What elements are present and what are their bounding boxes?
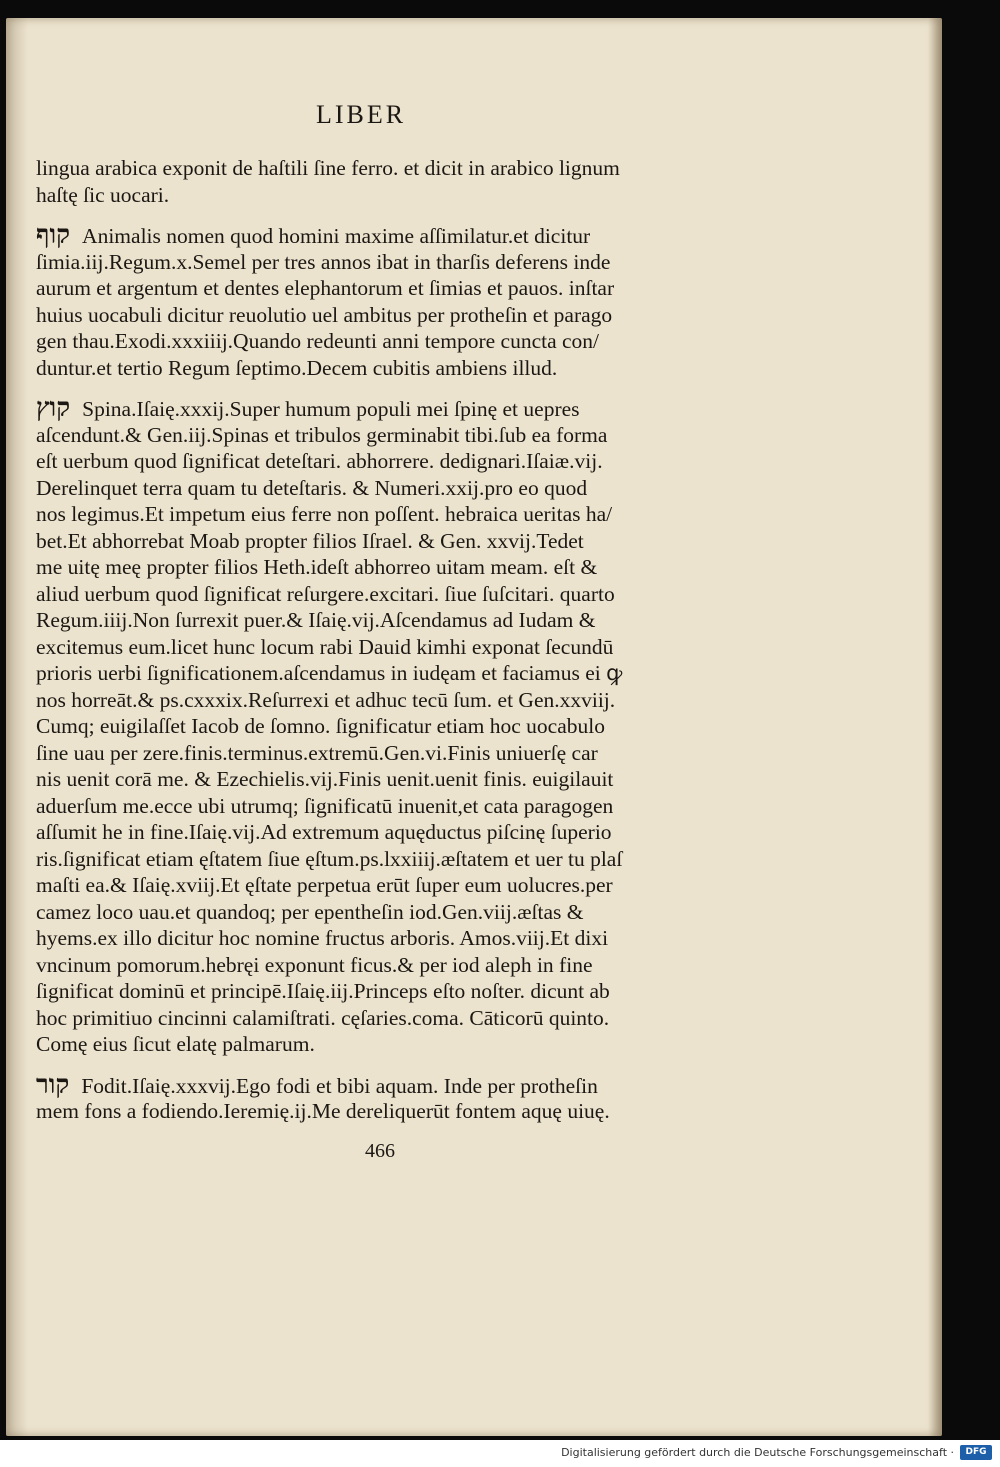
line-text: me uitę meę propter filios Heth.ideſt abhorreo uitam meam. eſt & xyxy=(36,555,598,579)
line-text: huius uocabuli dicitur reuolutio uel ambitus per protheſin et parago xyxy=(36,302,613,327)
line-text: aliud uerbum quod ſignificat reſurgere.excitari. ſiue ſuſcitari. quarto xyxy=(36,581,615,606)
text-line xyxy=(36,275,716,302)
text-line xyxy=(36,355,716,382)
paragraph xyxy=(36,222,716,381)
line-text: bet.Et abhorrebat Moab propter filios Iſrael. & Gen. xxvij.Tedet xyxy=(36,528,584,553)
text-line xyxy=(36,607,716,634)
line-text: aduerſum me.ecce ubi utrumq; ſignificatū inuenit,et cata paragogen xyxy=(36,793,614,818)
gutter-shadow xyxy=(6,18,28,1436)
text-line xyxy=(36,713,716,740)
line-text: aſcendunt.& Gen.iij.Spinas et tribulos germinabit tibi.ſub ea forma xyxy=(36,422,608,447)
text-line xyxy=(36,793,716,820)
text-line xyxy=(36,554,716,581)
line-text: mem fons a fodiendo.Ieremię.ij.Me dereliquerūt fontem aquę uiuę. xyxy=(36,1099,610,1123)
line-text: prioris uerbi ſignificationem.aſcendamus in iudęam et faciamus ei ꝙ xyxy=(36,661,623,685)
line-text: Cumq; euigilaſſet Iacob de ſomno. ſignificatur etiam hoc uocabulo xyxy=(36,714,605,738)
text-line xyxy=(36,872,716,899)
text-line xyxy=(36,155,716,182)
line-text: duntur.et tertio Regum ſeptimo.Decem cubitis ambiens illud. xyxy=(36,355,558,380)
text-line xyxy=(36,422,716,449)
text-line xyxy=(36,925,716,952)
hebrew-headword: קור xyxy=(36,1071,70,1098)
hebrew-headword: קוף xyxy=(36,222,71,249)
text-line xyxy=(36,740,716,767)
line-text: lingua arabica exponit de haſtili ſine ferro. et dicit in arabico lignum xyxy=(36,156,620,180)
text-line xyxy=(36,978,716,1005)
dfg-logo: DFG xyxy=(960,1445,992,1460)
line-text: ſine uau per zere.finis.terminus.extremū.Gen.vi.Finis uniuerſę car xyxy=(36,740,598,765)
text-line xyxy=(36,475,716,502)
line-text: excitemus eum.licet hunc locum rabi Dauid kimhi exponat ſecundū xyxy=(36,634,614,659)
text-line xyxy=(36,952,716,979)
text-line xyxy=(36,899,716,926)
line-text: ris.ſignificat etiam ęſtatem ſiue ęſtum.ps.lxxiiij.æſtatem et uer tu plaſ xyxy=(36,846,623,871)
line-text: Spina.Iſaię.xxxij.Super humum populi mei ſpinę et uepres xyxy=(82,397,580,421)
line-text: nos legimus.Et impetum eius ferre non poſſent. hebraica ueritas ha/ xyxy=(36,502,613,526)
line-text: vncinum pomorum.hebręi exponunt ficus.& per iod aleph in fine xyxy=(36,952,593,977)
line-text: Comę eius ſicut elatę palmarum. xyxy=(36,1032,315,1056)
line-text: hyems.ex illo dicitur hoc nomine fructus arboris. Amos.viij.Et dixi xyxy=(36,926,609,950)
text-line xyxy=(36,687,716,714)
text-line xyxy=(36,395,716,422)
line-text: eſt uerbum quod ſignificat deteſtari. abhorrere. dedignari.Iſaiæ.vij. xyxy=(36,449,603,473)
paragraph xyxy=(36,1072,716,1125)
running-header: LIBER xyxy=(316,100,407,129)
line-text: nos horreāt.& ps.cxxxix.Reſurrexi et adhuc tecū ſum. et Gen.xxviij. xyxy=(36,687,616,712)
line-text: nis uenit corā me. & Ezechielis.vij.Finis uenit.uenit finis. euigilauit xyxy=(36,767,614,791)
text-line xyxy=(36,660,716,687)
line-text: haſtę ſic uocari. xyxy=(36,182,170,207)
text-line xyxy=(36,249,716,276)
page-number: 466 xyxy=(365,1140,395,1162)
text-line xyxy=(36,766,716,793)
text-line xyxy=(36,222,716,249)
text-line xyxy=(36,1072,716,1099)
line-text: ſimia.iij.Regum.x.Semel per tres annos ibat in tharſis deferens inde xyxy=(36,249,611,274)
funding-note: Digitalisierung gefördert durch die Deutsche Forschungsgemeinschaft · xyxy=(561,1446,954,1459)
paragraph xyxy=(36,395,716,1058)
text-line xyxy=(36,448,716,475)
line-text: aſſumit he in fine.Iſaię.vij.Ad extremum aquęductus piſcinę ſuperio xyxy=(36,820,612,844)
line-text: Regum.iiij.Non ſurrexit puer.& Iſaię.vij.Aſcendamus ad Iudam & xyxy=(36,608,596,632)
line-text: Animalis nomen quod homini maxime aſſimilatur.et dicitur xyxy=(82,224,591,248)
paragraph xyxy=(36,155,716,208)
line-text: ſignificat dominū et principē.Iſaię.iij.Princeps eſto noſter. dicunt ab xyxy=(36,979,610,1003)
text-line xyxy=(36,1031,716,1058)
text-line xyxy=(36,581,716,608)
text-line xyxy=(36,819,716,846)
text-line xyxy=(36,846,716,873)
text-line xyxy=(36,501,716,528)
line-text: gen thau.Exodi.xxxiiij.Quando redeunti anni tempore cuncta con/ xyxy=(36,329,600,353)
footer-bar xyxy=(0,1440,1000,1467)
line-text: maſti ea.& Iſaię.xviij.Et ęſtate perpetua erūt ſuper eum uolucres.per xyxy=(36,873,613,897)
text-line xyxy=(36,328,716,355)
text-line xyxy=(36,1098,716,1125)
text-line xyxy=(36,1005,716,1032)
line-text: Fodit.Iſaię.xxxvij.Ego fodi et bibi aquam. Inde per protheſin xyxy=(81,1073,598,1098)
text-line xyxy=(36,302,716,329)
hebrew-headword: קוץ xyxy=(36,395,71,422)
line-text: Derelinquet terra quam tu deteſtaris. & Numeri.xxij.pro eo quod xyxy=(36,475,588,500)
text-block xyxy=(36,155,716,1125)
text-line xyxy=(36,634,716,661)
text-line xyxy=(36,528,716,555)
line-text: aurum et argentum et dentes elephantorum et ſimias et pauos. inſtar xyxy=(36,276,615,300)
text-line xyxy=(36,182,716,209)
page-edge xyxy=(928,18,942,1436)
line-text: hoc primitiuo cincinni calamiſtrati. cęſaries.coma. Cāticorū quinto. xyxy=(36,1005,610,1030)
line-text: camez loco uau.et quandoq; per epentheſin iod.Gen.viij.æſtas & xyxy=(36,899,584,924)
